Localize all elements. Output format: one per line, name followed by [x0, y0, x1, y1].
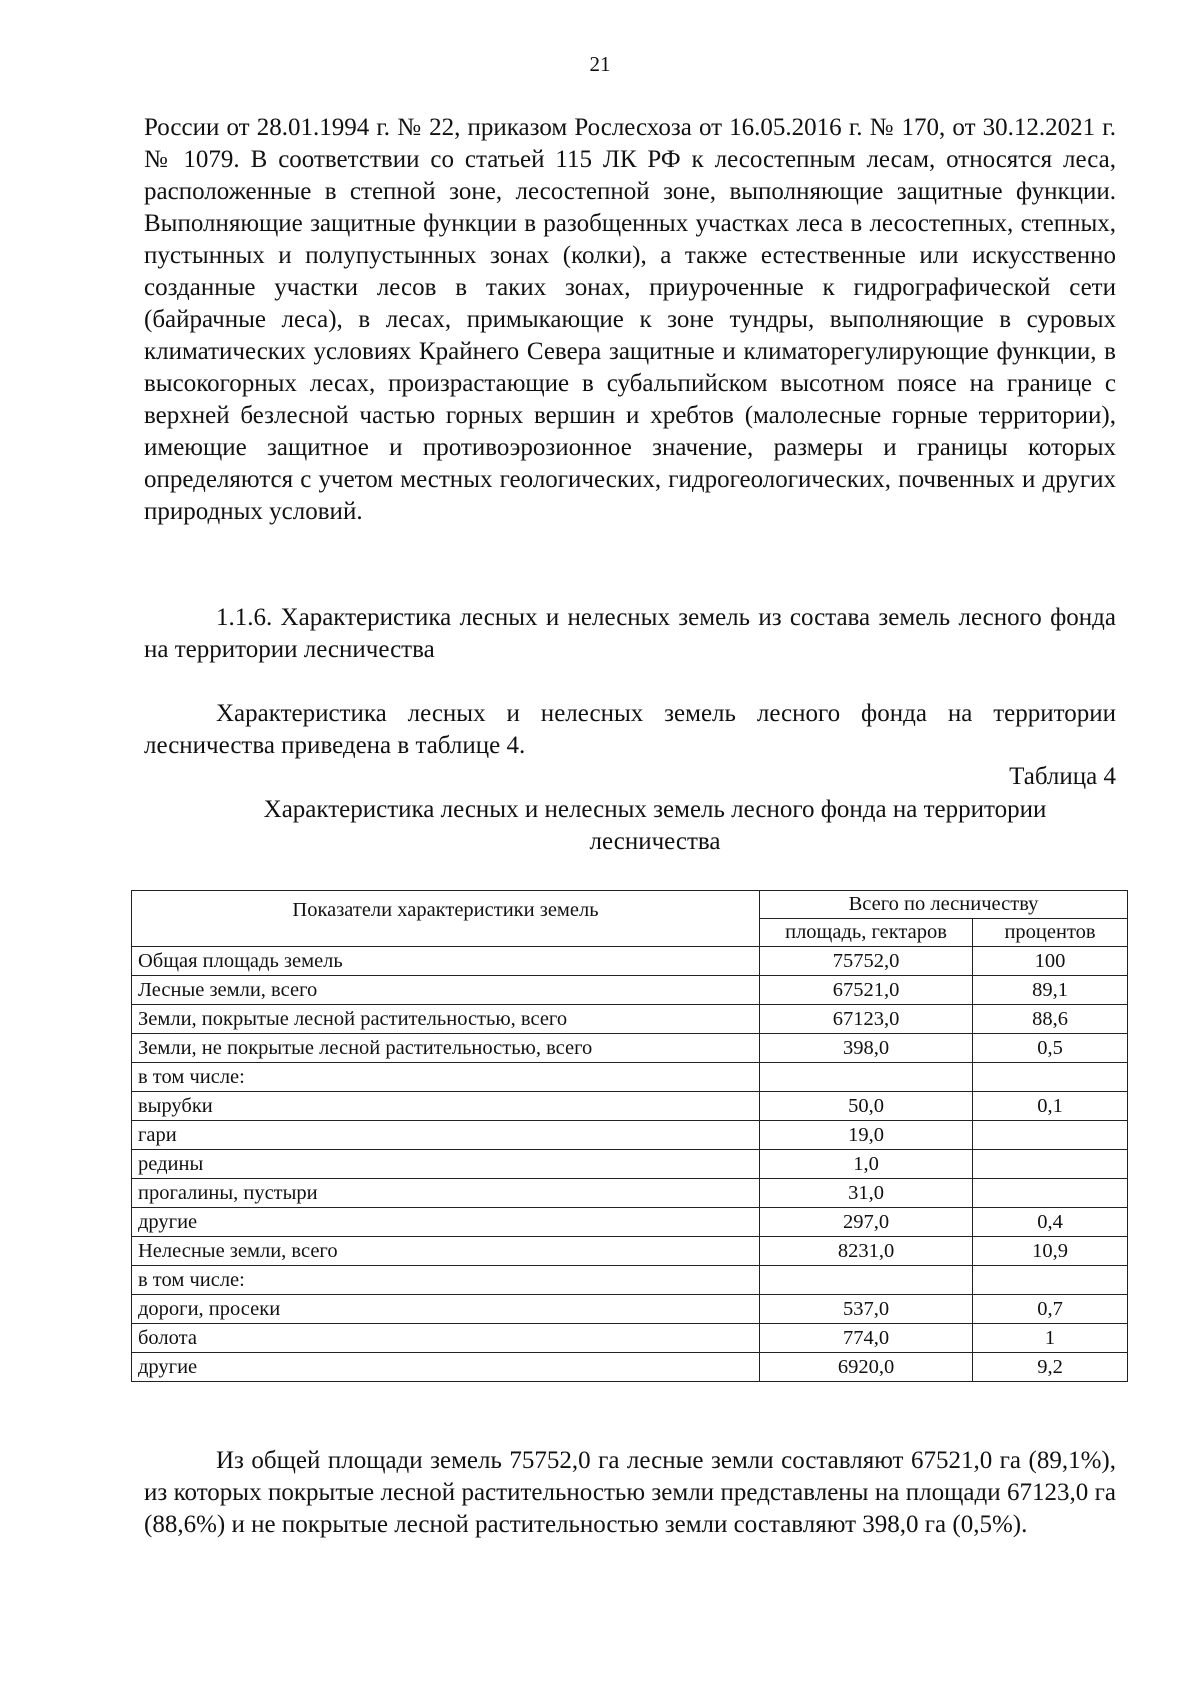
header-group: Всего по лесничеству [760, 891, 1128, 919]
row-percent-cell: 89,1 [973, 976, 1128, 1005]
row-area-cell: 6920,0 [760, 1353, 973, 1382]
row-area-cell: 19,0 [760, 1121, 973, 1150]
row-percent-cell [973, 1063, 1128, 1092]
row-area-cell [760, 1063, 973, 1092]
table-row [132, 1121, 1128, 1150]
row-area-cell: 67521,0 [760, 976, 973, 1005]
row-percent-cell: 0,4 [973, 1208, 1128, 1237]
row-percent-cell [973, 1150, 1128, 1179]
row-name-cell: Лесные земли, всего [132, 976, 760, 1005]
table-row [132, 947, 1128, 976]
row-area-cell [760, 1266, 973, 1295]
table-row [132, 1324, 1128, 1353]
row-name-cell: прогалины, пустыри [132, 1179, 760, 1208]
row-percent-cell [973, 1179, 1128, 1208]
closing-paragraph: Из общей площади земель 75752,0 га лесные земли составляют 67521,0 га (89,1%), из которых покрытые лесной растительностью земли представлены на площади 67123,0 га (88,6%) и не покрытые лесной растительностью земли составляют 398,0 га (0,5%). [144, 1447, 1116, 1538]
row-area-cell: 297,0 [760, 1208, 973, 1237]
section-heading: 1.1.6. Характеристика лесных и нелесных земель из состава земель лесного фонда на территории лесничества [144, 604, 1116, 663]
table-body [132, 947, 1128, 1382]
table-title: Характеристика лесных и нелесных земель лесного фонда на территории лесничества [263, 796, 1047, 855]
header-percent: процентов [973, 919, 1128, 947]
row-name-cell: Земли, не покрытые лесной растительностью, всего [132, 1034, 760, 1063]
row-name-cell: болота [132, 1324, 760, 1353]
body-paragraph-forest-types: России от 28.01.1994 г. № 22, приказом Рослесхоза от 16.05.2016 г. № 170, от 30.12.2021 г. № 1079. В соответствии со статьей 115 ЛК РФ к лесостепным лесам, относятся леса, расположенные в степной зоне, лесостепной зоне, выполняющие защитные функции. Выполняющие защитные функции в разобщенных участках леса в лесостепных, степных, пустынных и полупустынных зонах (колки), а также естественные или искусственно созданные участки лесов в таких зонах, приуроченные к гидрографической сети (байрачные леса), в лесах, примыкающие к зоне тундры, выполняющие в суровых климатических условиях Крайнего Севера защитные и климаторегулирующие функции, в высокогорных лесах, произрастающие в субальпийском высотном поясе на границе с верхней безлесной частью горных вершин и хребтов (малолесные горные территории), имеющие защитное и противоэрозионное значение, размеры и границы которых определяются с учетом местных геологических, гидрогеологических, почвенных и других природных условий. [144, 114, 1116, 525]
land-characteristics-table [131, 890, 1128, 1382]
row-name-cell: гари [132, 1121, 760, 1150]
row-name-cell: другие [132, 1353, 760, 1382]
row-area-cell: 67123,0 [760, 1005, 973, 1034]
table-row [132, 1295, 1128, 1324]
row-area-cell: 75752,0 [760, 947, 973, 976]
table-row [132, 1092, 1128, 1121]
row-name-cell: другие [132, 1208, 760, 1237]
row-percent-cell: 0,7 [973, 1295, 1128, 1324]
table-intro-paragraph: Характеристика лесных и нелесных земель лесного фонда на территории лесничества приведена в таблице 4. [144, 700, 1116, 759]
row-area-cell: 537,0 [760, 1295, 973, 1324]
row-name-cell: дороги, просеки [132, 1295, 760, 1324]
row-name-cell: редины [132, 1150, 760, 1179]
row-name-cell: Нелесные земли, всего [132, 1237, 760, 1266]
table-row [132, 1353, 1128, 1382]
table-row [132, 976, 1128, 1005]
row-area-cell: 50,0 [760, 1092, 973, 1121]
row-name-cell: в том числе: [132, 1266, 760, 1295]
row-percent-cell: 0,5 [973, 1034, 1128, 1063]
table-row [132, 1266, 1128, 1295]
row-percent-cell [973, 1266, 1128, 1295]
table-row [132, 1179, 1128, 1208]
table-row [132, 1208, 1128, 1237]
page-number: 21 [589, 52, 611, 76]
table-row [132, 1034, 1128, 1063]
row-area-cell: 398,0 [760, 1034, 973, 1063]
row-name-cell: Земли, покрытые лесной растительностью, всего [132, 1005, 760, 1034]
row-percent-cell: 1 [973, 1324, 1128, 1353]
table-row [132, 1063, 1128, 1092]
row-percent-cell: 10,9 [973, 1237, 1128, 1266]
header-area: площадь, гектаров [760, 919, 973, 947]
row-percent-cell: 0,1 [973, 1092, 1128, 1121]
table-row [132, 1237, 1128, 1266]
row-percent-cell [973, 1121, 1128, 1150]
table-row [132, 1005, 1128, 1034]
table-label: Таблица 4 [1009, 763, 1116, 790]
row-area-cell: 774,0 [760, 1324, 973, 1353]
table-row [132, 1150, 1128, 1179]
row-percent-cell: 9,2 [973, 1353, 1128, 1382]
row-name-cell: в том числе: [132, 1063, 760, 1092]
row-percent-cell: 100 [973, 947, 1128, 976]
row-area-cell: 31,0 [760, 1179, 973, 1208]
row-name-cell: вырубки [132, 1092, 760, 1121]
row-area-cell: 8231,0 [760, 1237, 973, 1266]
row-area-cell: 1,0 [760, 1150, 973, 1179]
row-name-cell: Общая площадь земель [132, 947, 760, 976]
row-percent-cell: 88,6 [973, 1005, 1128, 1034]
header-indicator: Показатели характеристики земель [132, 891, 760, 947]
